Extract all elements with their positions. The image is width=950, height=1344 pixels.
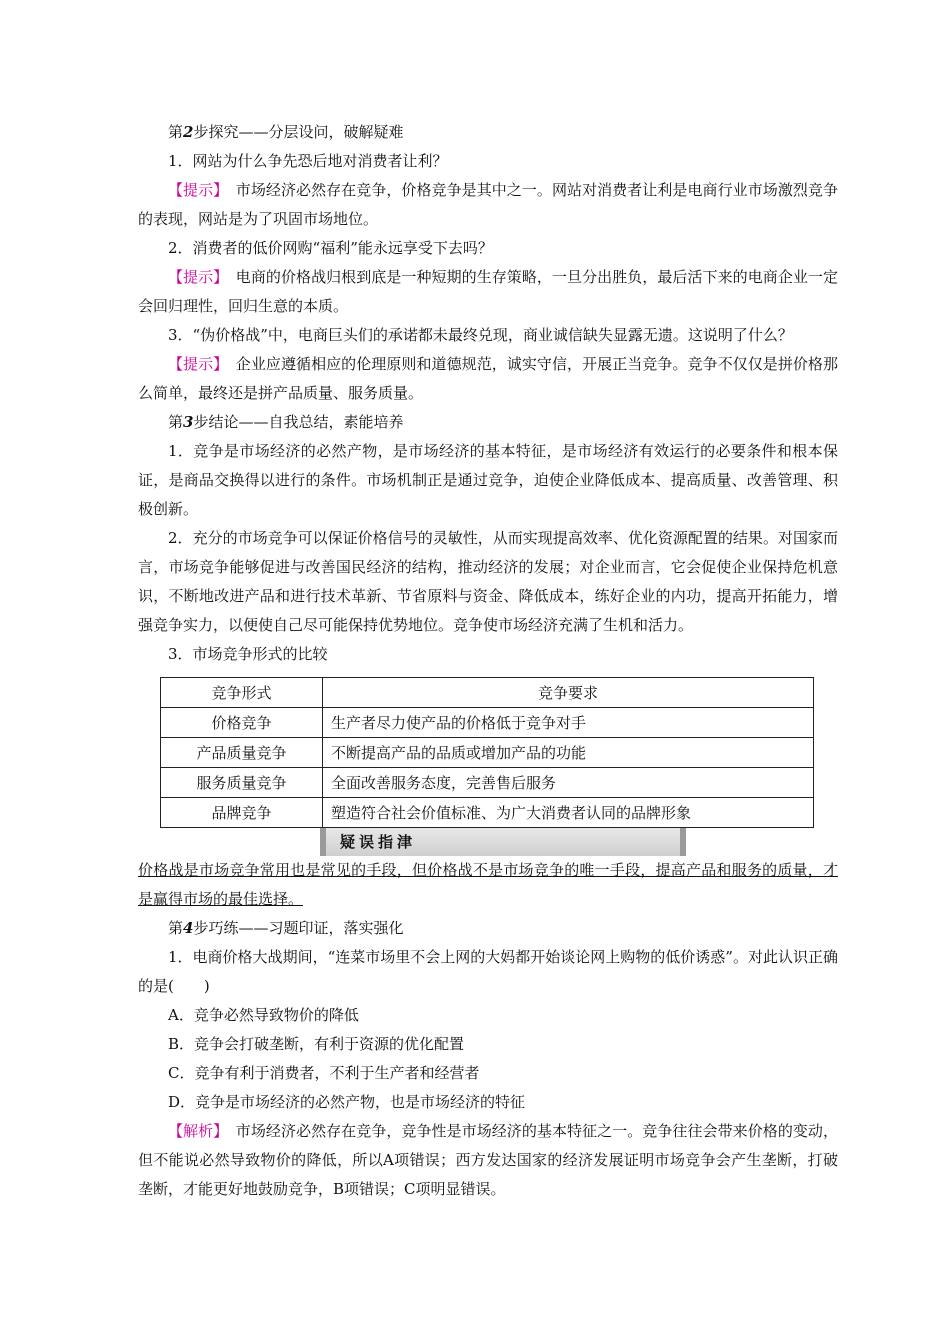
analysis-label: 【解析】: [168, 1122, 221, 1140]
banner-container: [320, 828, 838, 856]
answer-1: 【提示】 市场经济必然存在竞争，价格竞争是其中之一。网站对消费者让利是电商行业市场激烈竞争的表现，网站是为了巩固市场地位。: [138, 181, 838, 228]
table-header-row: [161, 678, 814, 708]
question-3: 3．“伪价格战”中，电商巨头们的承诺都未最终兑现，商业诚信缺失显露无遗。这说明了什么？: [168, 326, 793, 344]
option-b: B．竞争会打破垄断，有利于资源的优化配置: [168, 1035, 465, 1053]
table-header: 竞争要求: [323, 678, 814, 708]
conclusion-2: 2．充分的市场竞争可以保证价格信号的灵敏性，从而实现提高效率、优化资源配置的结果。对国家而言，市场竞争能够促进与改善国民经济的结构，推动经济的发展；对企业而言，它会促使企业保持危机意识，不断地改进产品和进行技术革新、节省原料与资金、降低成本，练好企业的内功，提高开拓能力，增强竞争实力，以便使自己尽可能保持优势地位。竞争使市场经济充满了生机和活力。: [138, 529, 838, 634]
answer-2: 【提示】 电商的价格战归根到底是一种短期的生存策略，一旦分出胜负，最后活下来的电商企业一定会回归理性，回归生意的本质。: [138, 268, 838, 315]
table-cell: 价格竞争: [161, 708, 323, 738]
comparison-table: [160, 677, 814, 828]
table-cell: 服务质量竞争: [161, 768, 323, 798]
option-a: A．竞争必然导致物价的降低: [168, 1006, 359, 1024]
table-cell: 生产者尽力使产品的价格低于竞争对手: [323, 708, 814, 738]
table-header: 竞争形式: [161, 678, 323, 708]
conclusion-3: 3．市场竞争形式的比较: [168, 645, 328, 663]
table-cell: 产品质量竞争: [161, 738, 323, 768]
error-guide-note: 价格战是市场竞争常用也是常见的手段，但价格战不是市场竞争的唯一手段，提高产品和服务的质量，才是赢得市场的最佳选择。: [138, 861, 838, 908]
table-row: [161, 738, 814, 768]
option-c: C．竞争有利于消费者，不利于生产者和经营者: [168, 1064, 480, 1082]
table-cell: 品牌竞争: [161, 798, 323, 828]
table-cell: 塑造符合社会价值标准、为广大消费者认同的品牌形象: [323, 798, 814, 828]
exercise-1: 1．电商价格大战期间，“连菜市场里不会上网的大妈都开始谈论网上购物的低价诱惑”。对此认识正确的是( ): [138, 948, 838, 995]
step4-heading: 第4步巧练——习题印证，落实强化: [168, 919, 404, 937]
question-1: 1．网站为什么争先恐后地对消费者让利？: [168, 152, 448, 170]
table-row: [161, 768, 814, 798]
tip-label: 【提示】: [168, 181, 221, 199]
table-cell: 不断提高产品的品质或增加产品的功能: [323, 738, 814, 768]
tip-label: 【提示】: [168, 268, 221, 286]
step3-heading: 第3步结论——自我总结，素能培养: [168, 413, 404, 431]
tip-label: 【提示】: [168, 355, 221, 373]
table-row: [161, 798, 814, 828]
answer-3: 【提示】 企业应遵循相应的伦理原则和道德规范，诚实守信，开展正当竞争。竞争不仅仅是拼价格那么简单，最终还是拼产品质量、服务质量。: [138, 355, 838, 402]
step2-heading: 第2步探究——分层设问，破解疑难: [168, 123, 404, 141]
table-row: [161, 708, 814, 738]
question-2: 2．消费者的低价网购“福利”能永远享受下去吗？: [168, 239, 493, 257]
conclusion-1: 1．竞争是市场经济的必然产物，是市场经济的基本特征，是市场经济有效运行的必要条件和根本保证，是商品交换得以进行的条件。市场机制正是通过竞争，迫使企业降低成本、提高质量、改善管理、积极创新。: [138, 442, 838, 518]
document-body: [138, 118, 838, 1204]
option-d: D．竞争是市场经济的必然产物，也是市场经济的特征: [168, 1093, 526, 1111]
analysis: 【解析】 市场经济必然存在竞争，竞争性是市场经济的基本特征之一。竞争往往会带来价格的变动，但不能说必然导致物价的降低，所以A项错误；西方发达国家的经济发展证明市场竞争会产生垄断，打破垄断，才能更好地鼓励竞争，B项错误；C项明显错误。: [138, 1122, 838, 1198]
table-cell: 全面改善服务态度，完善售后服务: [323, 768, 814, 798]
error-guide-banner: 疑误指津: [320, 828, 686, 856]
